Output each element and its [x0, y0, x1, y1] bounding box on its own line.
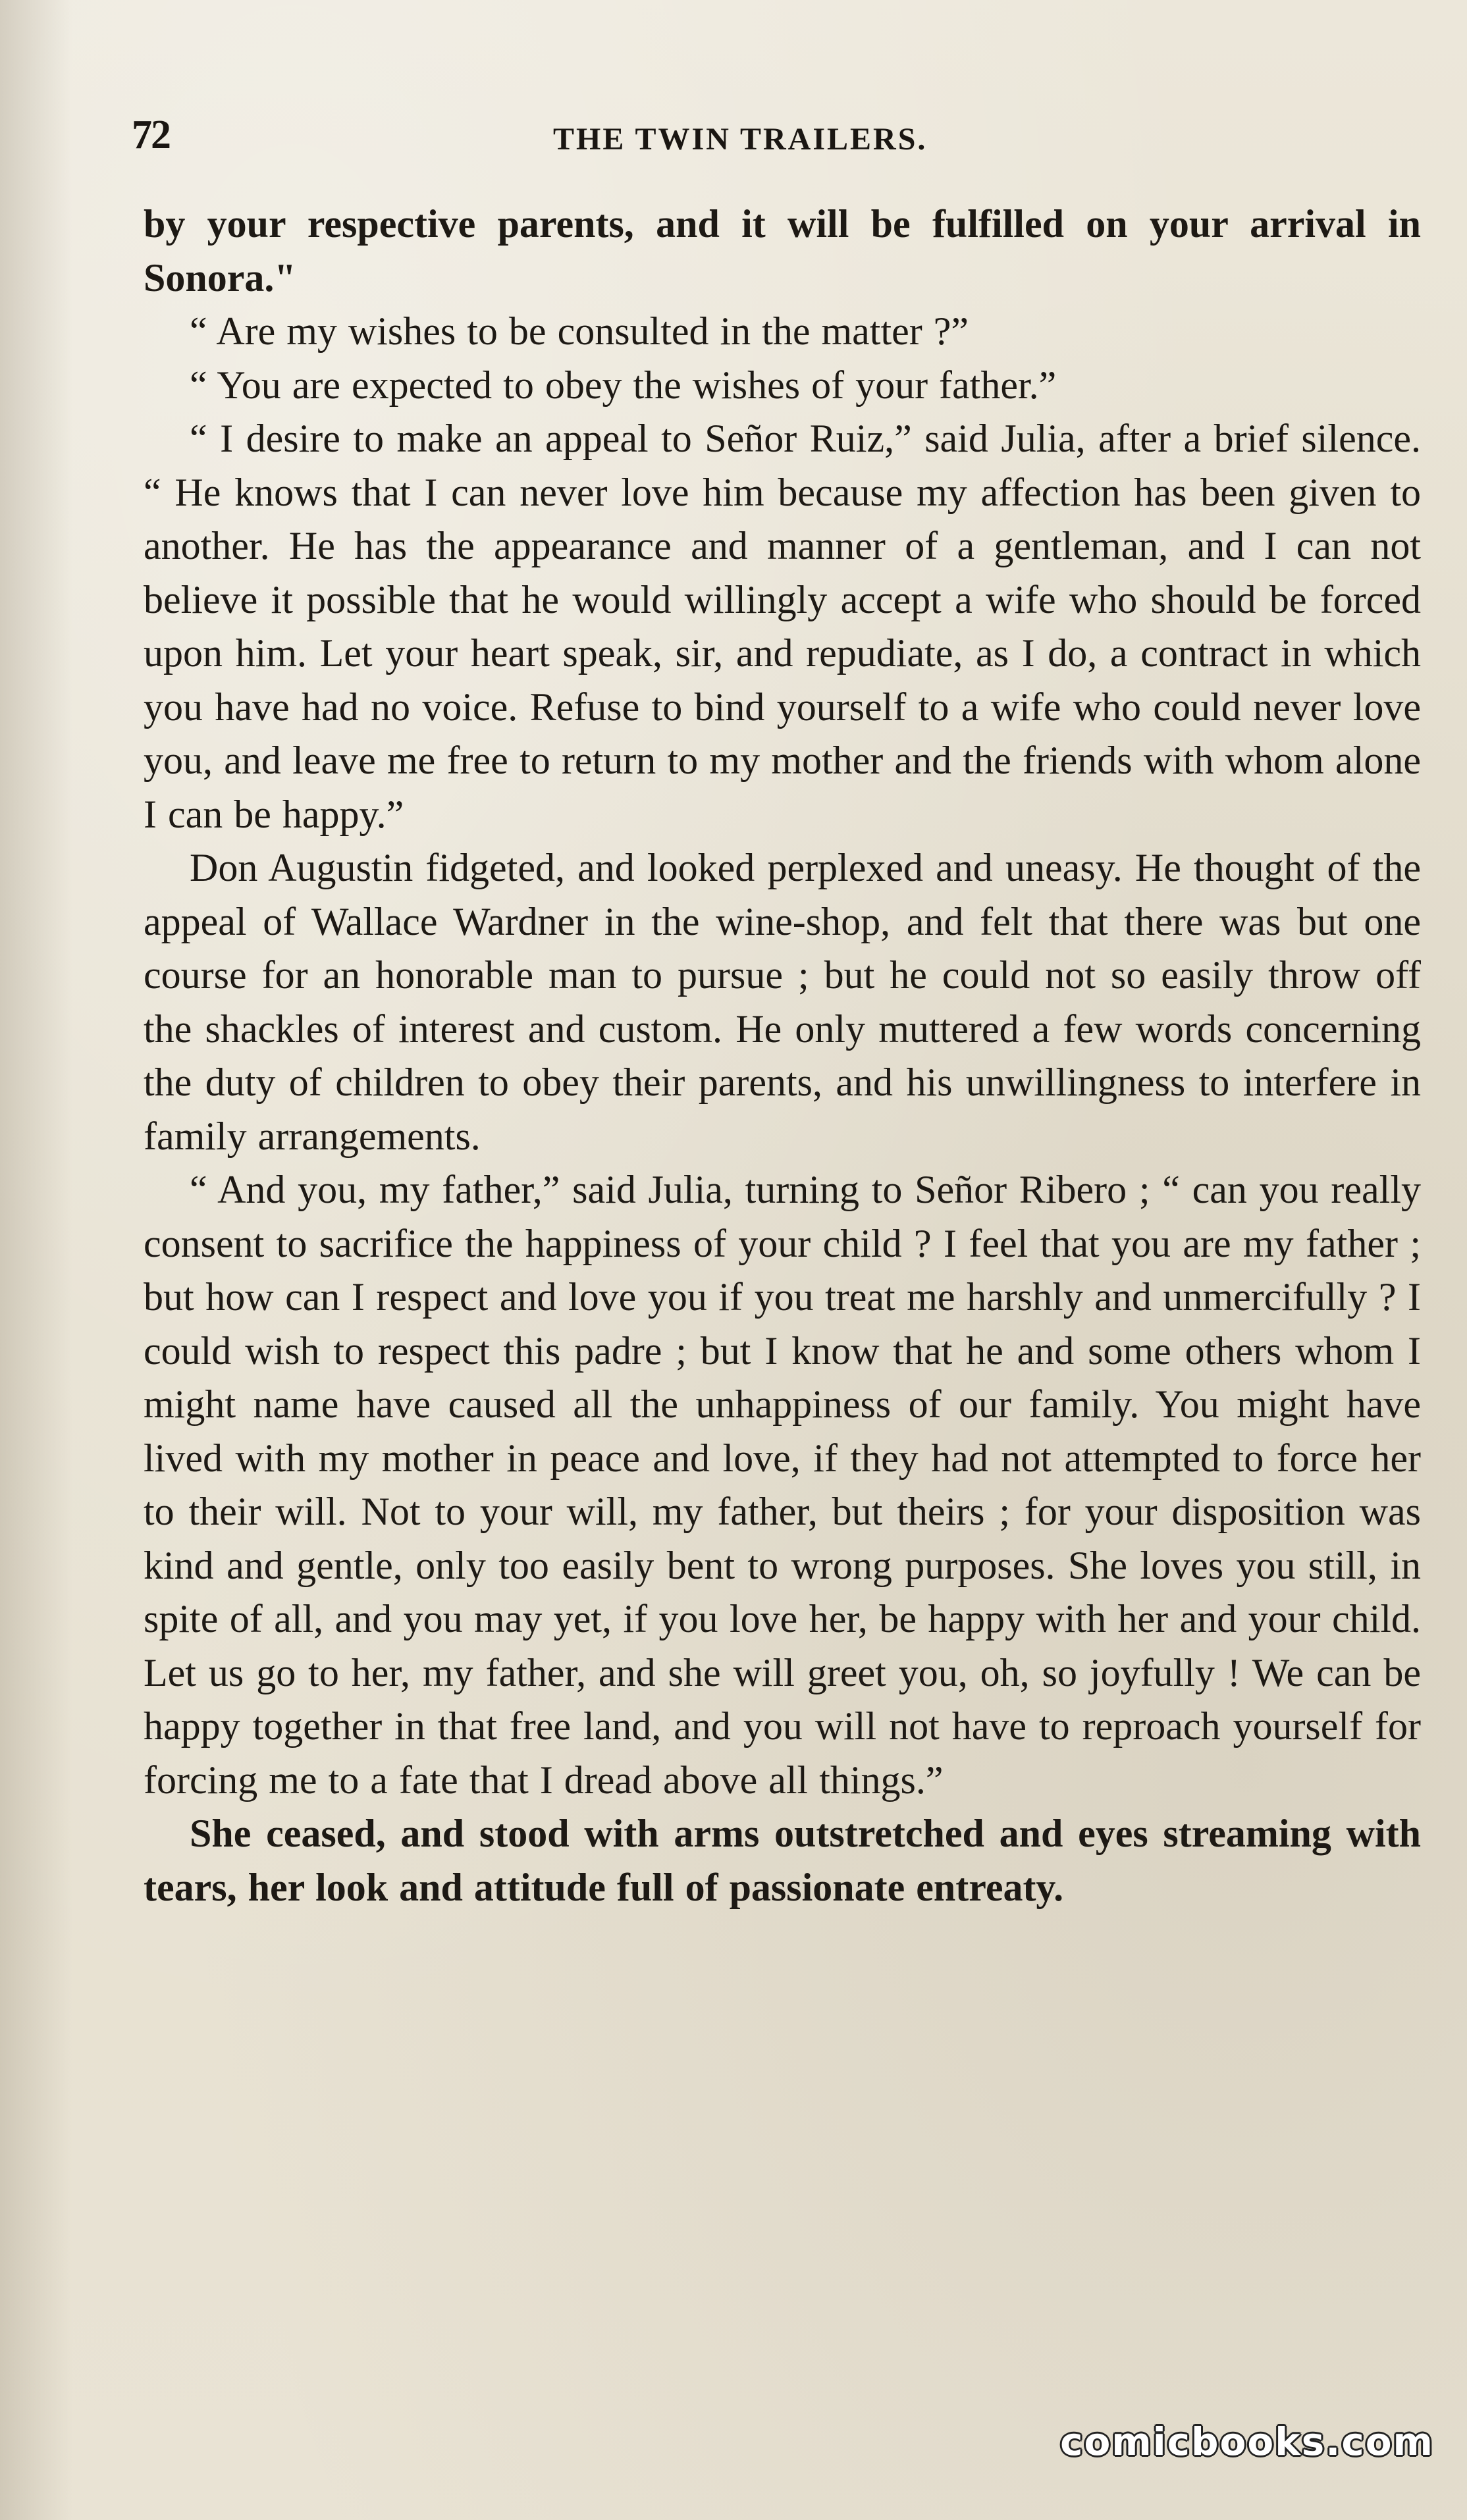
- page-number: 72: [132, 113, 170, 157]
- page-header: [132, 112, 1422, 165]
- paragraph: She ceased, and stood with arms outstretched and eyes streaming with tears, her look and attitude full of passionate entreaty.: [144, 1812, 1421, 1909]
- running-head: THE TWIN TRAILERS.: [553, 122, 928, 157]
- watermark-logo: comicbooks.com: [1060, 2419, 1434, 2464]
- paragraph: “ And you, my father,” said Julia, turning to Señor Ribero ; “ can you really consent to sacrifice the happiness of your child ? I feel that you are my father ; but how can I respect and love you if you treat me harshly and unmercifully ? I could wish to respect this padre ; but I know that he and some others whom I might name have caused all the unhappiness of our family. You might have lived with my mother in peace and love, if they had not attempted to force her to their will. Not to your will, my father, but theirs ; for your disposition was kind and gentle, only too easily bent to wrong purposes. She loves you still, in spite of all, and you may yet, if you love her, be happy with her and your child. Let us go to her, my father, and she will greet you, oh, so joyfully ! We can be happy together in that free land, and you will not have to reproach yourself for forcing me to a fate that I dread above all things.”: [144, 1168, 1421, 1802]
- body-text: [144, 197, 1421, 1914]
- paragraph: “ You are expected to obey the wishes of your father.”: [190, 363, 1057, 407]
- paragraph: Don Augustin fidgeted, and looked perplexed and uneasy. He thought of the appeal of Wallace Wardner in the wine-shop, and felt that there was but one course for an honorable man to pursue ; but he could not so easily throw off the shackles of interest and custom. He only muttered a few words concerning the duty of children to obey their parents, and his unwillingness to interfere in family arrangements.: [144, 846, 1421, 1158]
- paragraph: “ Are my wishes to be consulted in the matter ?”: [190, 309, 969, 353]
- page-edge-shadow: [0, 0, 72, 2520]
- paragraph: “ I desire to make an appeal to Señor Ruiz,” said Julia, after a brief silence. “ He knows that I can never love him because my affection has been given to another. He has the appearance and manner of a gentleman, and I can not believe it possible that he would willingly accept a wife who should be forced upon him. Let your heart speak, sir, and repudiate, as I do, a contract in which you have had no voice. Refuse to bind yourself to a wife who could never love you, and leave me free to return to my mother and the friends with whom alone I can be happy.”: [144, 417, 1421, 836]
- paragraph: by your respective parents, and it will be fulfilled on your arrival in Sonora.": [144, 202, 1421, 300]
